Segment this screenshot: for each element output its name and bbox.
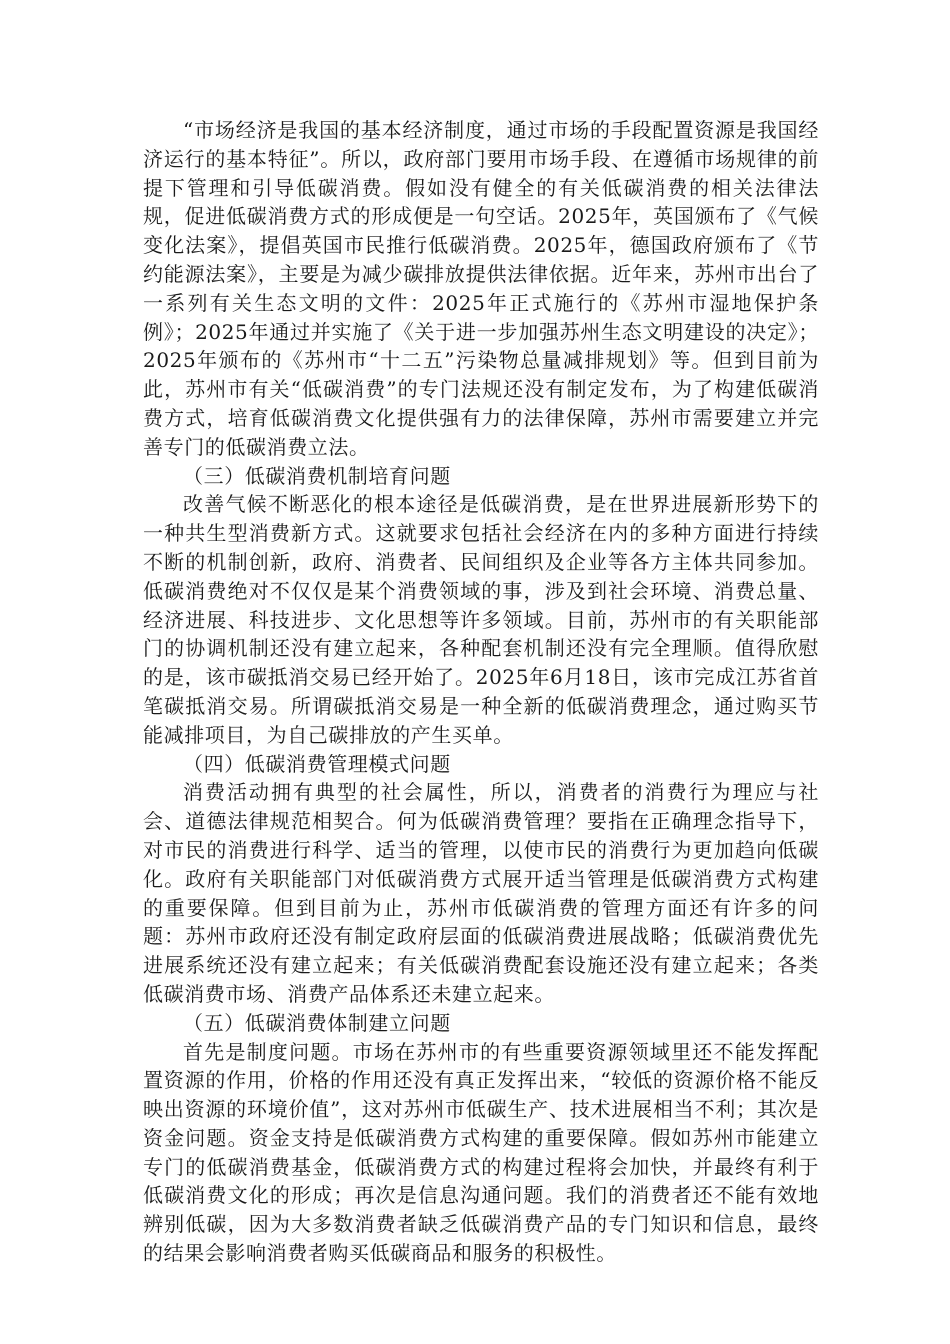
paragraph-management: 消费活动拥有典型的社会属性，所以，消费者的消费行为理应与社会、道德法律规范相契合。何为低碳消费管理？要指在正确理念指导下，对市民的消费进行科学、适当的管理，以使市民的消费行为更加趋向低碳化。政府有关职能部门对低碳消费方式展开适当管理是低碳消费方式构建的重要保障。但到目前为止，苏州市低碳消费的管理方面还有许多的问题：苏州市政府还没有制定政府层面的低碳消费进展战略；低碳消费优先进展系统还没有建立起来；有关低碳消费配套设施还没有建立起来；各类低碳消费市场、消费产品体系还未建立起来。 — [143, 780, 819, 1006]
document-body — [143, 116, 819, 1268]
paragraph-legal-framework: “市场经济是我国的基本经济制度，通过市场的手段配置资源是我国经济运行的基本特征”。所以，政府部门要用市场手段、在遵循市场规律的前提下管理和引导低碳消费。假如没有健全的有关低碳消费的相关法律法规，促进低碳消费方式的形成便是一句空话。2025年，英国颁布了《气候变化法案》，提倡英国市民推行低碳消费。2025年，德国政府颁布了《节约能源法案》，主要是为减少碳排放提供法律依据。近年来，苏州市出台了一系列有关生态文明的文件：2025年正式施行的《苏州市湿地保护条例》；2025年通过并实施了《关于进一步加强苏州生态文明建设的决定》；2025年颁布的《苏州市“十二五”污染物总量减排规划》等。但到目前为此，苏州市有关“低碳消费”的专门法规还没有制定发布，为了构建低碳消费方式，培育低碳消费文化提供强有力的法律保障，苏州市需要建立并完善专门的低碳消费立法。 — [143, 118, 819, 459]
paragraph-system: 首先是制度问题。市场在苏州市的有些重要资源领域里还不能发挥配置资源的作用，价格的作用还没有真正发挥出来，“较低的资源价格不能反映出资源的环境价值”，这对苏州市低碳生产、技术进展相当不利；其次是资金问题。资金支持是低碳消费方式构建的重要保障。假如苏州市能建立专门的低碳消费基金，低碳消费方式的构建过程将会加快，并最终有利于低碳消费文化的形成；再次是信息沟通问题。我们的消费者还不能有效地辨别低碳，因为大多数消费者缺乏低碳消费产品的专门知识和信息，最终的结果会影响消费者购买低碳商品和服务的积极性。 — [143, 1039, 819, 1266]
section-heading-mechanism: （三）低碳消费机制培育问题 — [183, 463, 451, 488]
paragraph-mechanism: 改善气候不断恶化的根本途径是低碳消费，是在世界进展新形势下的一种共生型消费新方式。这就要求包括社会经济在内的多种方面进行持续不断的机制创新，政府、消费者、民间组织及企业等各方主体共同参加。低碳消费绝对不仅仅是某个消费领域的事，涉及到社会环境、消费总量、经济进展、科技进步、文化思想等许多领域。目前，苏州市的有关职能部门的协调机制还没有建立起来，各种配套机制还没有完全理顺。值得欣慰的是，该市碳抵消交易已经开始了。2025年6月18日，该市完成江苏省首笔碳抵消交易。所谓碳抵消交易是一种全新的低碳消费理念，通过购买节能减排项目，为自己碳排放的产生买单。 — [143, 492, 819, 747]
section-heading-management: （四）低碳消费管理模式问题 — [183, 751, 451, 776]
section-heading-system: （五）低碳消费体制建立问题 — [183, 1010, 451, 1035]
